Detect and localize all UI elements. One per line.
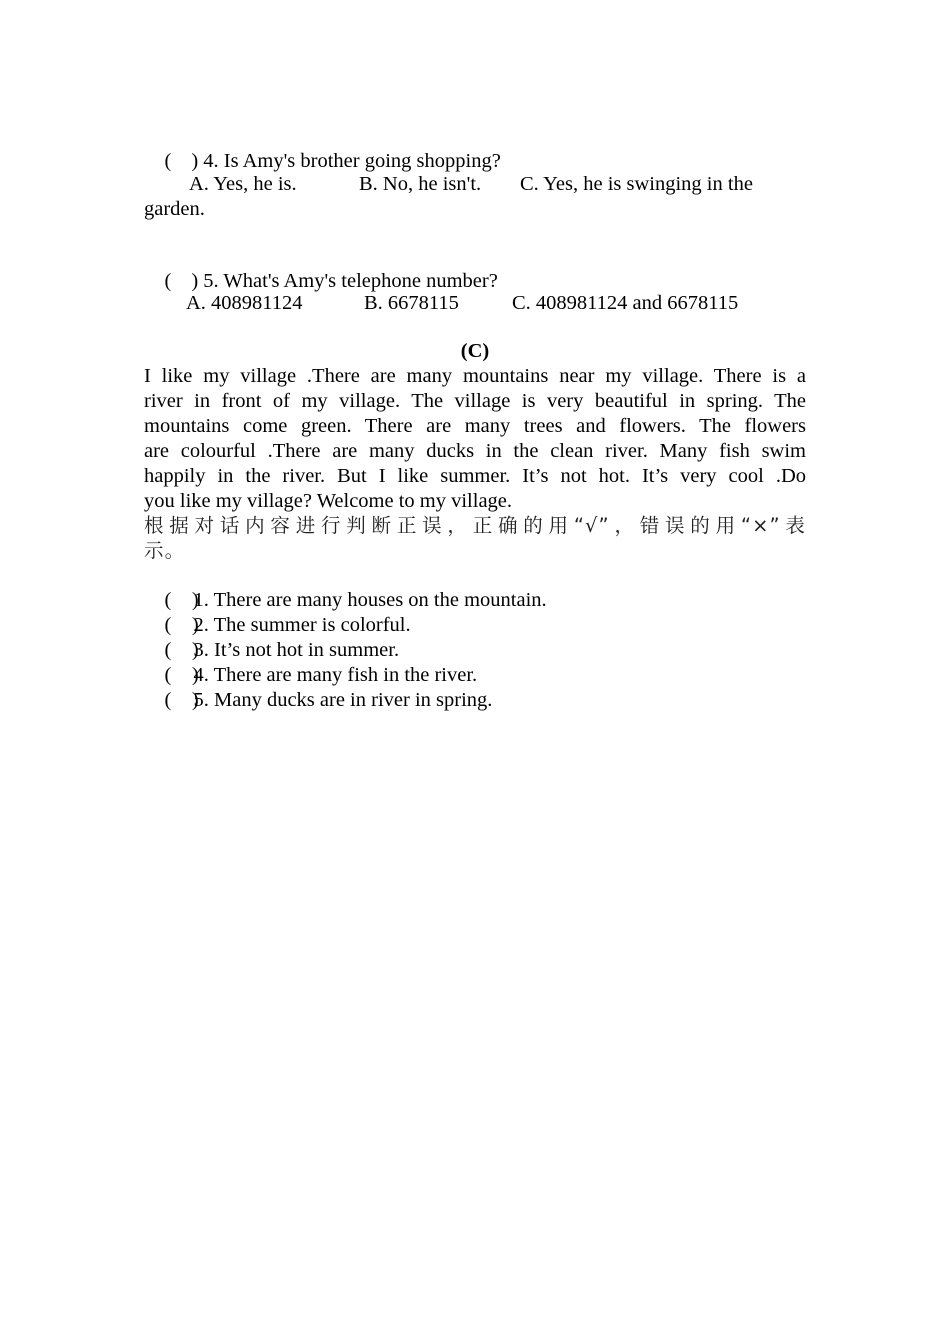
answer-blank-2[interactable]: ( ) bbox=[164, 614, 199, 636]
answer-blank-5[interactable]: ( ) bbox=[164, 689, 199, 711]
question-5-option-a: A. 408981124 bbox=[186, 292, 303, 314]
answer-blank-1[interactable]: ( ) bbox=[164, 589, 199, 611]
statement-2-text: 2. The summer is colorful. bbox=[193, 614, 411, 636]
question-4-text: Is Amy's brother going shopping? bbox=[223, 150, 501, 172]
question-4-option-c: C. Yes, he is swinging in the bbox=[520, 173, 753, 195]
passage-line-6: you like my village? Welcome to my village. bbox=[144, 490, 513, 512]
passage-line-3: mountains come green. There are many trees and flowers. The flowers bbox=[144, 415, 806, 437]
statement-3-text: 3. It’s not hot in summer. bbox=[193, 639, 400, 661]
passage-line-4: are colourful .There are many ducks in the clean river. Many fish swim bbox=[144, 440, 806, 462]
statement-4-text: 4. There are many fish in the river. bbox=[193, 664, 478, 686]
statement-5 bbox=[144, 663, 492, 738]
instruction-line-2: 示。 bbox=[144, 539, 186, 562]
question-4-option-b: B. No, he isn't. bbox=[359, 173, 482, 195]
passage-line-5: happily in the river. But I like summer. It’s not hot. It’s very cool .Do bbox=[144, 465, 806, 487]
section-c-heading: (C) bbox=[460, 340, 490, 362]
question-4-paren-open: ( bbox=[164, 150, 172, 172]
question-4-option-c-continued: garden. bbox=[144, 198, 205, 220]
answer-blank-4[interactable]: ( ) bbox=[164, 664, 199, 686]
question-5-text: What's Amy's telephone number? bbox=[223, 270, 498, 292]
statement-5-text: 5. Many ducks are in river in spring. bbox=[193, 689, 493, 711]
question-5-paren-close: ) bbox=[191, 270, 199, 292]
question-4-paren-close: ) bbox=[191, 150, 199, 172]
statement-1-text: 1. There are many houses on the mountain. bbox=[193, 589, 547, 611]
passage-line-1: I like my village .There are many mountains near my village. There is a bbox=[144, 365, 806, 387]
answer-blank-3[interactable]: ( ) bbox=[164, 639, 199, 661]
question-4-number: 4. bbox=[203, 150, 219, 172]
passage-line-2: river in front of my village. The village is very beautiful in spring. The bbox=[144, 390, 806, 412]
question-5-option-c: C. 408981124 and 6678115 bbox=[512, 292, 739, 314]
question-5-paren-open: ( bbox=[164, 270, 172, 292]
question-4-option-a: A. Yes, he is. bbox=[189, 173, 297, 195]
question-5-number: 5. bbox=[203, 270, 219, 292]
instruction-line-1: 根据对话内容进行判断正误，正确的用“√”，错误的用“×”表 bbox=[144, 514, 806, 537]
question-5-option-b: B. 6678115 bbox=[364, 292, 459, 314]
